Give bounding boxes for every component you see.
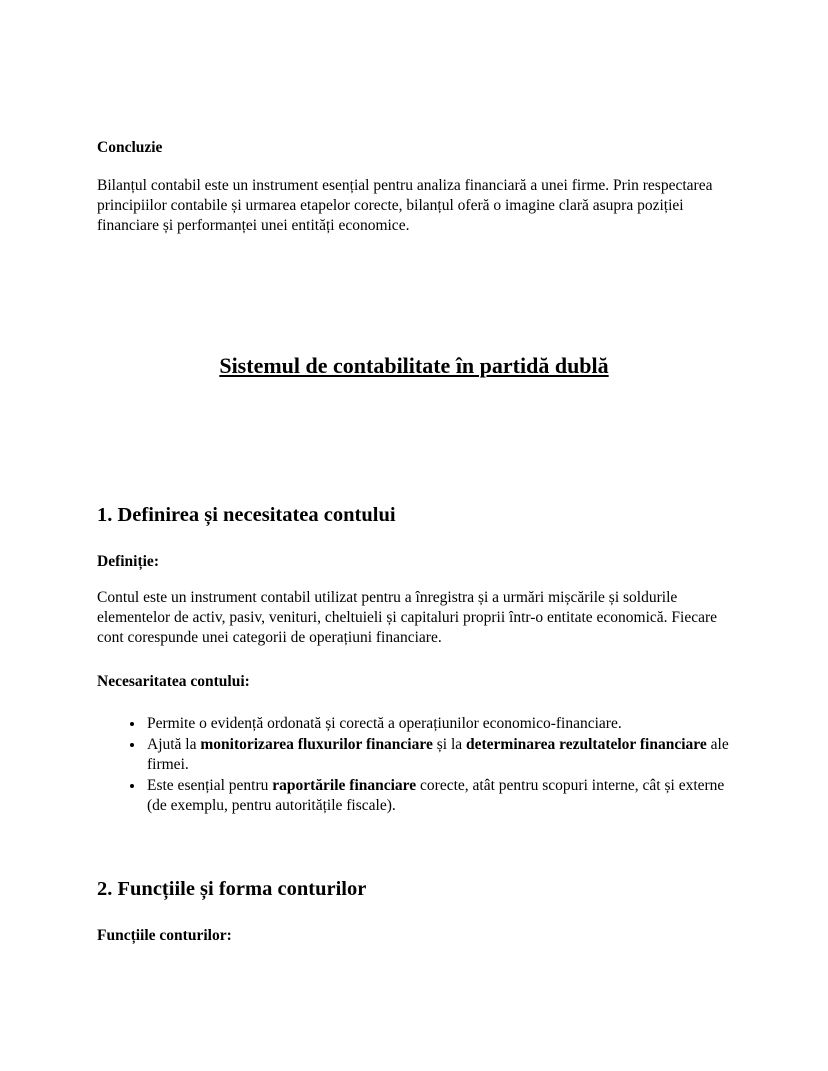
- list-item: [145, 776, 731, 816]
- section-2-heading: 2. Funcțiile și forma conturilor: [97, 878, 367, 900]
- bullet-text: Permite o evidență ordonată și corectă a operațiunilor economico-financiare.: [147, 715, 622, 732]
- section-1-heading: 1. Definirea și necesitatea contului: [97, 504, 396, 526]
- conclusion-heading: Concluzie: [97, 139, 163, 156]
- bullet-text: ale firmei.: [147, 736, 729, 773]
- functions-label: Funcțiile conturilor:: [97, 927, 232, 944]
- bullet-text: Este esențial pentru: [147, 777, 273, 794]
- definition-paragraph: Contul este un instrument contabil utilizat pentru a înregistra și a urmări mișcările și soldurile elementelor de activ, pasiv, venituri, cheltuieli și capitaluri proprii într-o entitate economică. Fiecare cont corespunde unei categorii de operațiuni financiare.: [97, 589, 718, 646]
- necessity-label: Necesaritatea contului:: [97, 673, 250, 690]
- bullet-text-bold: determinarea rezultatelor financiare: [466, 736, 707, 753]
- bullet-text-bold: raportările financiare: [272, 777, 417, 794]
- bullet-text: corecte, atât pentru scopuri interne, cât și externe (de exemplu, pentru autoritățile fiscale).: [147, 777, 725, 814]
- conclusion-paragraph: Bilanțul contabil este un instrument esențial pentru analiza financiară a unei firme. Prin respectarea principiilor contabile și urmarea etapelor corecte, bilanțul oferă o imagine clară asupra poziției financiare și performanței unei entități economice.: [97, 177, 713, 234]
- bullet-text-bold: monitorizarea fluxurilor financiare: [200, 736, 433, 753]
- necessity-bullet-list: [97, 714, 731, 816]
- bullet-text: și la: [432, 736, 467, 753]
- list-item: [145, 735, 731, 775]
- bullet-text: Ajută la: [147, 736, 201, 753]
- list-item: [145, 714, 731, 734]
- definition-label: Definiție:: [97, 553, 159, 570]
- main-title: Sistemul de contabilitate în partidă dublă: [219, 353, 609, 378]
